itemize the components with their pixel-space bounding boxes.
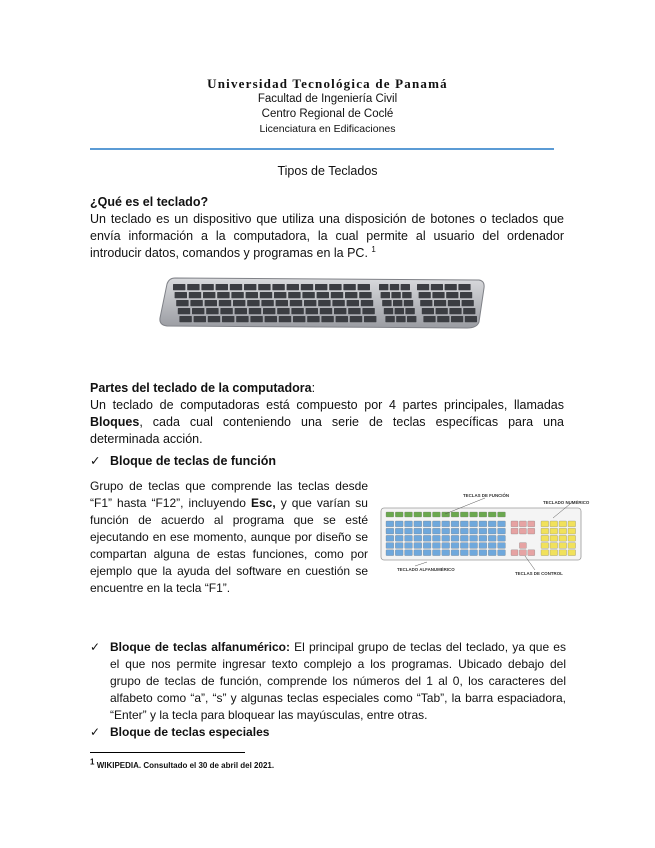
- alphanumeric-key: [423, 521, 431, 527]
- keyboard-key: [304, 300, 316, 306]
- keyboard-key: [362, 308, 374, 314]
- alphanumeric-description: Bloque de teclas alfanumérico: El principal grupo de teclas del teclado, ya que es el que nos permite ingresar texto complejo a los programas. Ubicado debajo del grupo de teclas de función, comprende los números del 1 al 0, los caracteres del alfabeto como “a”, “s” y algunas teclas especiales como “Tab”, la barra espaciadora, “Enter” y la tecla para bloquear las mayúsculas, entre otras.: [110, 640, 566, 722]
- keyboard-key: [382, 300, 391, 306]
- numeric-key: [559, 535, 567, 541]
- keyboard-key: [190, 300, 202, 306]
- alphanumeric-key: [423, 550, 431, 556]
- keyboard-key: [364, 316, 376, 322]
- function-key: [479, 512, 487, 517]
- numeric-key: [559, 528, 567, 534]
- keyboard-key: [178, 308, 190, 314]
- alphanumeric-key: [405, 521, 413, 527]
- keyboard-key: [436, 308, 448, 314]
- numeric-key: [559, 550, 567, 556]
- keyboard-key: [176, 300, 188, 306]
- alphanumeric-key: [442, 543, 450, 549]
- alphanumeric-key: [498, 543, 506, 549]
- function-key: [460, 512, 468, 517]
- keyboard-key: [236, 316, 248, 322]
- numeric-key: [541, 550, 549, 556]
- check-icon: ✓: [90, 640, 101, 654]
- keyboard-key: [274, 292, 286, 298]
- keyboard-key: [233, 300, 245, 306]
- label-alphanumeric-keys: TECLADO ALFANUMÉRICO: [397, 567, 455, 572]
- control-key: [519, 543, 526, 549]
- keyboard-key: [175, 292, 187, 298]
- keyboard-key: [336, 316, 348, 322]
- keyboard-key: [379, 284, 388, 290]
- alphanumeric-key: [423, 535, 431, 541]
- keyboard-key: [279, 316, 291, 322]
- header-divider: [90, 148, 554, 150]
- section-heading: Partes del teclado de la computadora:: [90, 381, 316, 395]
- keyboard-key: [263, 308, 275, 314]
- keyboard-key: [291, 308, 303, 314]
- numeric-key: [568, 521, 576, 527]
- alphanumeric-key: [460, 550, 468, 556]
- document-header: [0, 76, 655, 137]
- alphanumeric-key: [479, 521, 487, 527]
- alphanumeric-key: [414, 550, 422, 556]
- keyboard-key: [258, 284, 270, 290]
- alphanumeric-key: [470, 535, 478, 541]
- keyboard-key: [317, 292, 329, 298]
- section-body: Un teclado de computadoras está compuesto por 4 partes principales, llamadas Bloques, cada cual conteniendo una serie de teclas específicas para una determinada acción.: [90, 398, 564, 446]
- keyboard-key: [448, 300, 460, 306]
- alphanumeric-key: [460, 535, 468, 541]
- bullet-special-keys: ✓ Bloque de teclas especiales: [90, 725, 270, 739]
- function-key: [451, 512, 459, 517]
- keyboard-key: [463, 308, 475, 314]
- keyboard-key: [462, 300, 474, 306]
- alphanumeric-key: [433, 521, 441, 527]
- alphanumeric-key: [479, 535, 487, 541]
- function-key: [414, 512, 422, 517]
- function-key: [470, 512, 478, 517]
- keyboard-key: [247, 300, 259, 306]
- alphanumeric-key: [414, 535, 422, 541]
- keyboard-key: [272, 284, 284, 290]
- university-name: Universidad Tecnológica de Panamá: [207, 76, 448, 91]
- keyboard-key: [407, 316, 416, 322]
- section-body: Un teclado es un dispositivo que utiliza una disposición de botones o teclados que envía información a la computadora, la cual permite al usuario del ordenador introducir datos, comandos y programas en la PC. $^1$: [90, 212, 564, 260]
- alphanumeric-key: [451, 521, 459, 527]
- keyboard-key: [395, 308, 404, 314]
- alphanumeric-key: [488, 535, 496, 541]
- function-key: [498, 512, 506, 517]
- numeric-key: [550, 528, 558, 534]
- function-key: [433, 512, 441, 517]
- keyboard-key: [315, 284, 327, 290]
- keyboard-key: [219, 300, 231, 306]
- keyboard-key: [402, 292, 411, 298]
- keyboard-key: [390, 284, 399, 290]
- section-heading: ¿Qué es el teclado?: [90, 195, 209, 209]
- function-keys-description: Grupo de teclas que comprende las teclas desde “F1” hasta “F12”, incluyendo Esc, y que varían su función de acuerdo al programa que se esté ejecutando en ese momento, aunque por diseño se compartan alguna de estas funciones, como por ejemplo que la ayuda del software en cuestión se encuentre en la tecla “F1”.: [90, 479, 368, 595]
- keyboard-key: [287, 284, 299, 290]
- keyboard-key: [250, 316, 262, 322]
- alphanumeric-key: [498, 521, 506, 527]
- check-icon: ✓: [90, 454, 101, 468]
- alphanumeric-key: [395, 535, 403, 541]
- keyboard-key: [445, 284, 457, 290]
- numeric-key: [541, 543, 549, 549]
- control-key: [528, 550, 535, 556]
- keyboard-key: [189, 292, 201, 298]
- control-key: [528, 521, 535, 527]
- alphanumeric-key: [386, 528, 394, 534]
- numeric-key: [550, 543, 558, 549]
- keyboard-key: [222, 316, 234, 322]
- alphanumeric-key: [423, 543, 431, 549]
- alphanumeric-key: [405, 535, 413, 541]
- alphanumeric-key: [470, 521, 478, 527]
- numeric-key: [568, 528, 576, 534]
- bullet-alphanumeric: [90, 639, 566, 724]
- numeric-key: [559, 543, 567, 549]
- keyboard-key: [192, 308, 204, 314]
- control-key: [519, 528, 526, 534]
- keyboard-key: [194, 316, 206, 322]
- section-keyboard-parts: [90, 380, 564, 448]
- label-control-keys: TECLAS DE CONTROL: [515, 571, 563, 576]
- label-numeric-keypad: TECLADO NUMÉRICO: [543, 500, 590, 505]
- alphanumeric-key: [451, 535, 459, 541]
- keyboard-key: [359, 292, 371, 298]
- alphanumeric-key: [488, 543, 496, 549]
- alphanumeric-key: [479, 543, 487, 549]
- control-key: [511, 521, 518, 527]
- alphanumeric-key: [395, 521, 403, 527]
- keyboard-key: [417, 284, 429, 290]
- alphanumeric-key: [395, 550, 403, 556]
- keyboard-key: [348, 308, 360, 314]
- document-title: Tipos de Teclados: [277, 164, 378, 178]
- keyboard-key: [431, 284, 443, 290]
- keyboard-key: [302, 292, 314, 298]
- keyboard-key: [290, 300, 302, 306]
- alphanumeric-key: [386, 543, 394, 549]
- keyboard-key: [381, 292, 390, 298]
- alphanumeric-key: [498, 535, 506, 541]
- alphanumeric-key: [423, 528, 431, 534]
- keyboard-key: [201, 284, 213, 290]
- keyboard-key: [203, 292, 215, 298]
- keyboard-key: [449, 308, 461, 314]
- alphanumeric-key: [488, 550, 496, 556]
- function-key: [405, 512, 413, 517]
- keyboard-key: [345, 292, 357, 298]
- keyboard-key: [432, 292, 444, 298]
- function-key: [488, 512, 496, 517]
- keyboard-key: [329, 284, 341, 290]
- keyboard-key: [423, 316, 435, 322]
- keyboard-key: [235, 308, 247, 314]
- numeric-key: [541, 535, 549, 541]
- keyboard-key: [331, 292, 343, 298]
- keyboard-key: [396, 316, 405, 322]
- section-what-is-keyboard: [90, 194, 564, 262]
- alphanumeric-key: [395, 528, 403, 534]
- keyboard-key: [244, 284, 256, 290]
- keyboard-key: [265, 316, 277, 322]
- alphanumeric-key: [386, 521, 394, 527]
- keyboard-key: [460, 292, 472, 298]
- alphanumeric-key: [451, 550, 459, 556]
- control-key: [519, 521, 526, 527]
- keyboard-key: [276, 300, 288, 306]
- footnote: $^1$ WIKIPEDIA. Consultado el 30 de abril del 2021.: [90, 757, 275, 770]
- faculty-name: Facultad de Ingeniería Civil: [257, 93, 398, 105]
- keyboard-key: [361, 300, 373, 306]
- keyboard-key: [458, 284, 470, 290]
- numeric-key: [568, 550, 576, 556]
- control-key: [511, 550, 518, 556]
- keyboard-key: [220, 308, 232, 314]
- keyboard-key: [343, 284, 355, 290]
- alphanumeric-key: [460, 543, 468, 549]
- keyboard-key: [437, 316, 449, 322]
- keyboard-key: [187, 284, 199, 290]
- center-name: Centro Regional de Coclé: [261, 108, 394, 120]
- keyboard-key: [422, 308, 434, 314]
- keyboard-key: [205, 300, 217, 306]
- alphanumeric-key: [470, 528, 478, 534]
- alphanumeric-key: [386, 550, 394, 556]
- keyboard-key: [249, 308, 261, 314]
- keyboard-key: [301, 284, 313, 290]
- alphanumeric-key: [460, 528, 468, 534]
- keyboard-key: [419, 292, 431, 298]
- keyboard-blocks-diagram: [375, 490, 590, 580]
- keyboard-key: [318, 300, 330, 306]
- keyboard-key: [246, 292, 258, 298]
- keyboard-key: [321, 316, 333, 322]
- alphanumeric-key: [433, 550, 441, 556]
- alphanumeric-key: [498, 528, 506, 534]
- keyboard-key: [261, 300, 273, 306]
- control-key: [519, 550, 526, 556]
- alphanumeric-key: [460, 521, 468, 527]
- keyboard-photo: [157, 276, 487, 330]
- keyboard-key: [231, 292, 243, 298]
- alphanumeric-key: [488, 528, 496, 534]
- alphanumeric-key: [395, 543, 403, 549]
- alphanumeric-key: [442, 550, 450, 556]
- alphanumeric-key: [433, 528, 441, 534]
- bullet-function-keys: ✓ Bloque de teclas de función: [90, 454, 276, 468]
- alphanumeric-key: [433, 543, 441, 549]
- alphanumeric-key: [414, 543, 422, 549]
- keyboard-key: [293, 316, 305, 322]
- keyboard-key: [307, 316, 319, 322]
- numeric-key: [559, 521, 567, 527]
- numeric-key: [550, 535, 558, 541]
- keyboard-key: [288, 292, 300, 298]
- label-function-keys: TECLAS DE FUNCIÓN: [463, 493, 510, 498]
- alphanumeric-key: [386, 535, 394, 541]
- alphanumeric-key: [442, 528, 450, 534]
- keyboard-key: [216, 284, 228, 290]
- alphanumeric-key: [414, 528, 422, 534]
- keyboard-key: [206, 308, 218, 314]
- bullet-list-continued: [90, 639, 566, 741]
- keyboard-key: [391, 292, 400, 298]
- keyboard-key: [260, 292, 272, 298]
- keyboard-key: [350, 316, 362, 322]
- numeric-key: [568, 543, 576, 549]
- keyboard-key: [384, 308, 393, 314]
- keyboard-key: [173, 284, 185, 290]
- function-key: [386, 512, 394, 517]
- function-key: [423, 512, 431, 517]
- alphanumeric-key: [451, 528, 459, 534]
- keyboard-key: [347, 300, 359, 306]
- footnote-divider: [90, 752, 245, 753]
- keyboard-key: [451, 316, 463, 322]
- alphanumeric-key: [414, 521, 422, 527]
- keyboard-key: [420, 300, 432, 306]
- keyboard-key: [446, 292, 458, 298]
- numeric-key: [541, 521, 549, 527]
- alphanumeric-key: [479, 528, 487, 534]
- check-icon: ✓: [90, 725, 101, 739]
- numeric-key: [550, 521, 558, 527]
- function-key: [395, 512, 403, 517]
- control-key: [528, 528, 535, 534]
- keyboard-key: [277, 308, 289, 314]
- keyboard-key: [393, 300, 402, 306]
- keyboard-key: [401, 284, 410, 290]
- keyboard-key: [230, 284, 242, 290]
- alphanumeric-key: [405, 550, 413, 556]
- keyboard-key: [208, 316, 220, 322]
- alphanumeric-key: [433, 535, 441, 541]
- keyboard-key: [405, 308, 414, 314]
- keyboard-key: [320, 308, 332, 314]
- footnote-ref: 1: [371, 244, 376, 254]
- alphanumeric-key: [442, 521, 450, 527]
- alphanumeric-key: [405, 528, 413, 534]
- numeric-key: [541, 528, 549, 534]
- keyboard-key: [404, 300, 413, 306]
- keyboard-key: [385, 316, 394, 322]
- alphanumeric-key: [488, 521, 496, 527]
- keyboard-key: [179, 316, 191, 322]
- alphanumeric-key: [498, 550, 506, 556]
- numeric-key: [568, 535, 576, 541]
- alphanumeric-key: [442, 535, 450, 541]
- degree-name: Licenciatura en Edificaciones: [259, 123, 396, 135]
- alphanumeric-key: [479, 550, 487, 556]
- keyboard-key: [334, 308, 346, 314]
- keyboard-key: [465, 316, 477, 322]
- control-key: [511, 528, 518, 534]
- keyboard-key: [434, 300, 446, 306]
- keyboard-key: [217, 292, 229, 298]
- numeric-key: [550, 550, 558, 556]
- alphanumeric-key: [405, 543, 413, 549]
- alphanumeric-key: [470, 550, 478, 556]
- keyboard-key: [306, 308, 318, 314]
- keyboard-key: [332, 300, 344, 306]
- alphanumeric-key: [451, 543, 459, 549]
- keyboard-key: [358, 284, 370, 290]
- alphanumeric-key: [470, 543, 478, 549]
